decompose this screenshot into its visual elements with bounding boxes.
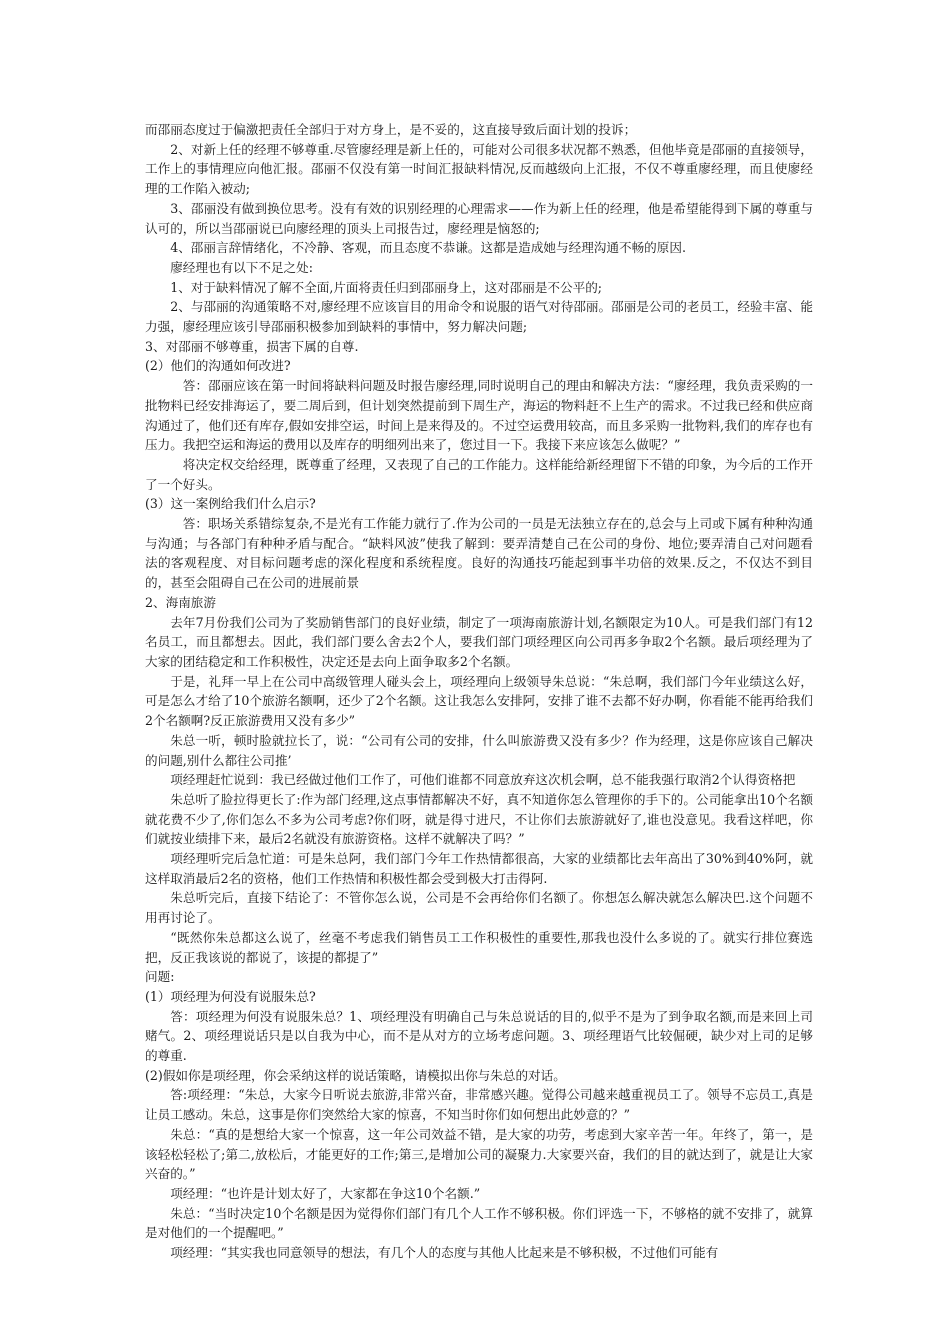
paragraph: 答：邵丽应该在第一时间将缺料问题及时报告廖经理,同时说明自己的理由和解决方法：“廖经理，我负责采购的一批物料已经安排海运了，要二周后到，但计划突然提前到下周生产，海运的物料赶不上生产的需求。不过我已经和供应商沟通过了，他们还有库存,假如安排空运，时间上是来得及的。不过空运费用较高，而且多采购一批物料,我们的库存也有压力。我把空运和海运的费用以及库存的明细列出来了，您过目一下。我接下来应该怎么做呢？” [145,378,813,453]
question-heading: (1）项经理为何没有说服朱总? [145,988,316,1004]
paragraph: 朱总一听，顿时脸就拉长了，说：“公司有公司的安排，什么叫旅游费又没有多少？作为经理，这是你应该自己解决的问题,别什么都往公司推’ [145,732,813,768]
paragraph: 1、对于缺料情况了解不全面,片面将责任归到邵丽身上，这对邵丽是不公平的; [170,279,603,295]
paragraph: 4、邵丽言辞情绪化，不冷静、客观，而且态度不恭谦。这都是造成她与经理沟通不畅的原因. [170,240,686,256]
question-heading: (3）这一案例给我们什么启示? [145,496,316,512]
paragraph: 项经理：“其实我也同意领导的想法，有几个人的态度与其他人比起来是不够积极，不过他们可能有 [170,1245,719,1261]
paragraph: 答：职场关系错综复杂,不是光有工作能力就行了.作为公司的一员是无法独立存在的,总会与上司或下属有种种沟通与沟通；与各部门有种种矛盾与配合。“缺料风波”使我了解到：要弄清楚自己在公司的身份、地位;要弄清自己对问题看法的客观程度、对目标问题考虑的深化程度和系统程度。良好的沟通技巧能起到事半功倍的效果.反之，不仅达不到目的，甚至会阻碍自己在公司的进展前景 [145,516,813,591]
paragraph: 而邵丽态度过于偏激把责任全部归于对方身上，是不妥的，这直接导致后面计划的投诉； [145,122,637,137]
paragraph: 3、对邵丽不够尊重，损害下属的自尊. [145,338,359,354]
section-heading: 2、海南旅游 [145,594,216,610]
question-heading: (2）他们的沟通如何改进? [145,358,291,374]
paragraph: 3、邵丽没有做到换位思考。没有有效的识别经理的心理需求——作为新上任的经理，他是希望能得到下属的尊重与认可的，所以当邵丽说已向廖经理的顶头上司报告过，廖经理是恼怒的; [145,200,813,236]
paragraph: 朱总：“当时决定10个名额是因为觉得你们部门有几个人工作不够积极。你们评选一下，不够格的就不安排了，就算是对他们的一个提醒吧。” [145,1205,813,1241]
paragraph: 朱总听完后，直接下结论了：不管你怎么说，公司是不会再给你们名额了。你想怎么解决就怎么解决巴.这个问题不用再讨论了。 [145,890,813,926]
paragraph: “既然你朱总都这么说了，丝毫不考虑我们销售员工工作积极性的重要性,那我也没什么多说的了。就实行排位赛选把，反正我该说的都说了，该提的都提了” [145,929,813,965]
paragraph: 项经理赶忙说到：我已经做过他们工作了，可他们谁都不同意放弃这次机会啊，总不能我强行取消2个认得资格把 [170,772,796,788]
paragraph: 答：项经理为何没有说服朱总？1、项经理没有明确自己与朱总说话的目的,似乎不是为了到争取名额,而是来回上司赌气。2、项经理说话只是以自我为中心，而不是从对方的立场考虑问题。3、项经理语气比较倔硬，缺少对上司的足够的尊重. [145,1008,813,1064]
paragraph: 廖经理也有以下不足之处: [170,259,313,275]
question-heading: 问题: [145,969,175,985]
question-heading: (2)假如你是项经理，你会采纳这样的说话策略，请模拟出你与朱总的对话。 [145,1067,566,1083]
paragraph: 朱总：“真的是想给大家一个惊喜，这一年公司效益不错，是大家的功劳，考虑到大家辛苦一年。年终了，第一，是该轻松轻松了;第二,放松后，才能更好的工作;第三,是增加公司的凝聚力.大家要兴奋，我们的目的就达到了，就是让大家兴奋的。” [145,1126,813,1182]
paragraph: 2、与邵丽的沟通策略不对,廖经理不应该盲目的用命令和说服的语气对待邵丽。邵丽是公司的老员工，经验丰富、能力强，廖经理应该引导邵丽积极参加到缺料的事情中，努力解决问题; [145,299,813,335]
paragraph: 项经理：“也许是计划太好了，大家都在争这10个名额.” [170,1185,481,1201]
paragraph: 于是，礼拜一早上在公司中高级管理人碰头会上，项经理向上级领导朱总说：“朱总啊，我们部门今年业绩这么好，可是怎么才给了10个旅游名额啊，还少了2个名额。这让我怎么安排阿，安排了谁不去都不好办啊，你看能不能再给我们2个名额啊?反正旅游费用又没有多少” [145,673,813,729]
paragraph: 朱总听了脸拉得更长了:作为部门经理,这点事情都解决不好，真不知道你怎么管理你的手下的。公司能拿出10个名额就花费不少了,你们怎么不多为公司考虑?你们呀，就是得寸进尺，不让你们去旅游就好了,谁也没意见。我看这样吧，你们就按业绩排下来，最后2名就没有旅游资格。这样不就解决了吗？” [145,791,813,847]
paragraph: 项经理听完后急忙道：可是朱总阿，我们部门今年工作热情都很高，大家的业绩都比去年高出了30%到40%阿，就这样取消最后2名的资格，他们工作热情和积极性都会受到极大打击得阿. [145,851,813,886]
paragraph: 答:项经理：“朱总，大家今日听说去旅游,非常兴奋，非常感兴趣。觉得公司越来越重视员工了。领导不忘员工,真是让员工感动。朱总，这事是你们突然给大家的惊喜，不知当时你们如何想出此妙意的？” [145,1087,813,1123]
paragraph: 去年7月份我们公司为了奖励销售部门的良好业绩，制定了一项海南旅游计划,名额限定为10人。可是我们部门有12名员工，而且都想去。因此，我们部门要么舍去2个人，要我们部门项经理区向公司再多争取2个名额。最后项经理为了大家的团结稳定和工作积极性，决定还是去向上面争取多2个名额。 [145,614,813,669]
paragraph: 2、对新上任的经理不够尊重.尽管廖经理是新上任的，可能对公司很多状况都不熟悉，但他毕竟是邵丽的直接领导，工作上的事情理应向他汇报。邵丽不仅没有第一时间汇报缺料情况,反而越级向上汇报，不仅不尊重廖经理，而且使廖经理的工作陷入被动; [145,141,813,197]
paragraph: 将决定权交给经理，既尊重了经理，又表现了自己的工作能力。这样能给新经理留下不错的印象，为今后的工作开了一个好头。 [145,456,813,492]
document-page [145,120,813,1263]
